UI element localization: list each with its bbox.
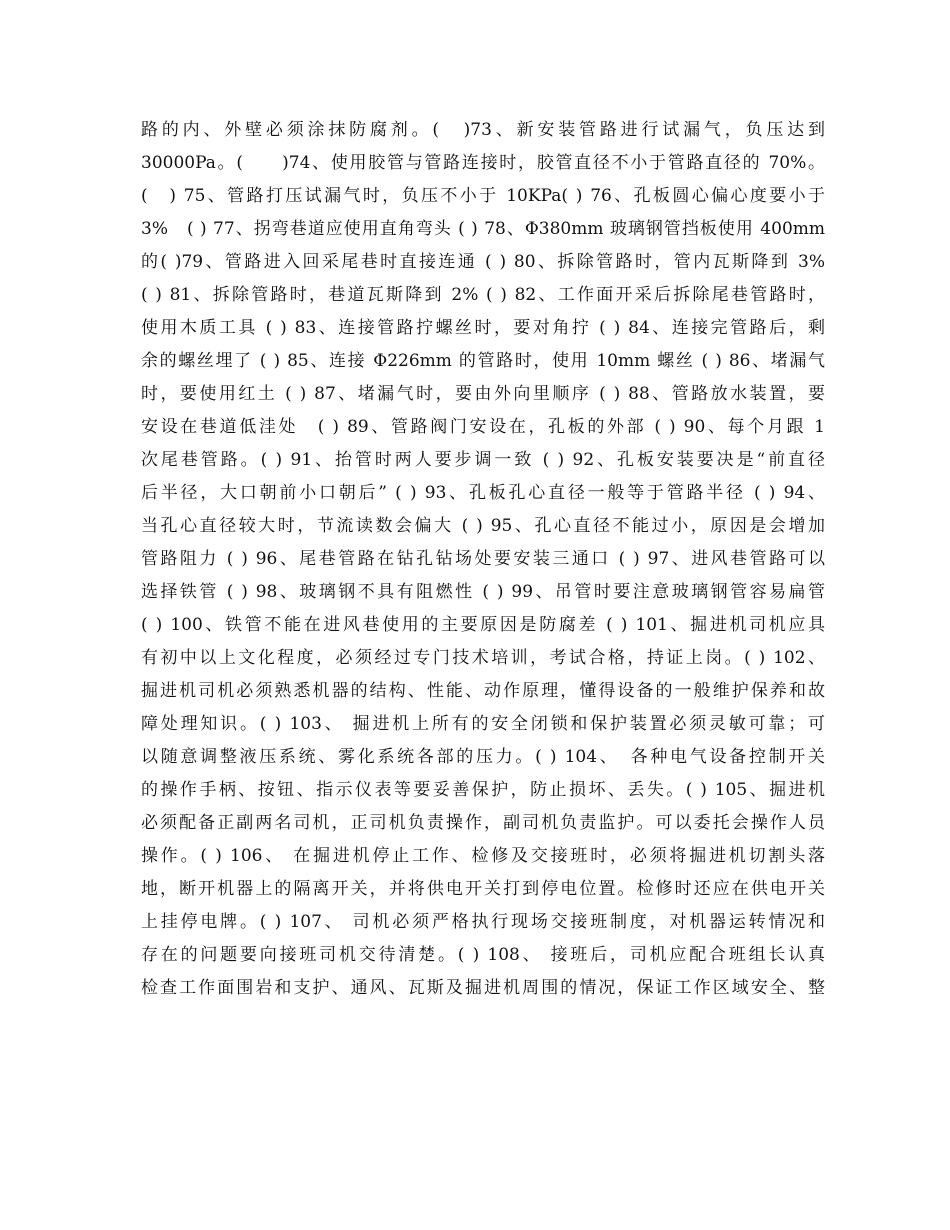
text-line: 地，断开机器上的隔离开关，并将供电开关打到停电位置。检修时还应在供电开关	[141, 879, 825, 899]
body-text	[141, 114, 825, 1005]
text-line: 掘进机司机必须熟悉机器的结构、性能、动作原理，懂得设备的一般维护保养和故	[141, 681, 825, 701]
text-line: 时，要使用红土 ( ) 87、堵漏气时，要由外向里顺序 ( ) 88、管路放水装置，要	[141, 384, 825, 404]
text-line: ( ) 100、铁管不能在进风巷使用的主要原因是防腐差 ( ) 101、掘进机司机应具	[141, 615, 825, 635]
text-line: 障处理知识。( ) 103、 掘进机上所有的安全闭锁和保护装置必须灵敏可靠；可	[141, 714, 825, 734]
text-line: 后半径，大口朝前小口朝后” ( ) 93、孔板孔心直径一般等于管路半径 ( ) 94、	[141, 483, 825, 503]
text-line: 必须配备正副两名司机，正司机负责操作，副司机负责监护。可以委托会操作人员	[141, 813, 825, 833]
text-line: 路的内、外壁必须涂抹防腐剂。( )73、新安装管路进行试漏气，负压达到	[141, 120, 825, 140]
text-line: 安设在巷道低洼处 ( ) 89、管路阀门安设在，孔板的外部 ( ) 90、每个月跟 1	[141, 417, 825, 437]
text-line: 上挂停电牌。( ) 107、 司机必须严格执行现场交接班制度，对机器运转情况和	[141, 912, 825, 932]
text-line: 选择铁管 ( ) 98、玻璃钢不具有阻燃性 ( ) 99、吊管时要注意玻璃钢管容易扁管	[141, 582, 825, 602]
text-line: 3% ( ) 77、拐弯巷道应使用直角弯头 ( ) 78、Φ380mm 玻璃钢管挡板使用 400mm	[141, 219, 825, 239]
text-line: ( ) 75、管路打压试漏气时，负压不小于 10KPa( ) 76、孔板圆心偏心度要小于	[141, 186, 825, 206]
text-line: 管路阻力 ( ) 96、尾巷管路在钻孔钻场处要安装三通口 ( ) 97、进风巷管路可以	[141, 549, 825, 569]
text-line: 检查工作面围岩和支护、通风、瓦斯及掘进机周围的情况，保证工作区域安全、整	[141, 978, 825, 998]
text-line: 操作。( ) 106、 在掘进机停止工作、检修及交接班时，必须将掘进机切割头落	[141, 846, 825, 866]
text-line: 使用木质工具 ( ) 83、连接管路拧螺丝时，要对角拧 ( ) 84、连接完管路后，剩	[141, 318, 825, 338]
text-line: 余的螺丝埋了 ( ) 85、连接 Φ226mm 的管路时，使用 10mm 螺丝 ( ) 86、堵漏气	[141, 351, 825, 371]
text-line: 以随意调整液压系统、雾化系统各部的压力。( ) 104、 各种电气设备控制开关	[141, 747, 825, 767]
text-line: 次尾巷管路。( ) 91、抬管时两人要步调一致 ( ) 92、孔板安装要决是“前直径	[141, 450, 825, 470]
text-line: 的操作手柄、按钮、指示仪表等要妥善保护，防止损坏、丢失。( ) 105、掘进机	[141, 780, 825, 800]
text-line: 有初中以上文化程度，必须经过专门技术培训，考试合格，持证上岗。( ) 102、	[141, 648, 825, 668]
text-line: 当孔心直径较大时，节流读数会偏大 ( ) 95、孔心直径不能过小，原因是会增加	[141, 516, 825, 536]
text-line: ( ) 81、拆除管路时，巷道瓦斯降到 2% ( ) 82、工作面开采后拆除尾巷管路时，	[141, 285, 825, 305]
text-line: 存在的问题要向接班司机交待清楚。( ) 108、 接班后，司机应配合班组长认真	[141, 945, 825, 965]
text-line: 的( )79、管路进入回采尾巷时直接连通 ( ) 80、拆除管路时，管内瓦斯降到 3%	[141, 252, 825, 272]
text-line: 30000Pa。( )74、使用胶管与管路连接时，胶管直径不小于管路直径的 70%。	[141, 153, 825, 173]
